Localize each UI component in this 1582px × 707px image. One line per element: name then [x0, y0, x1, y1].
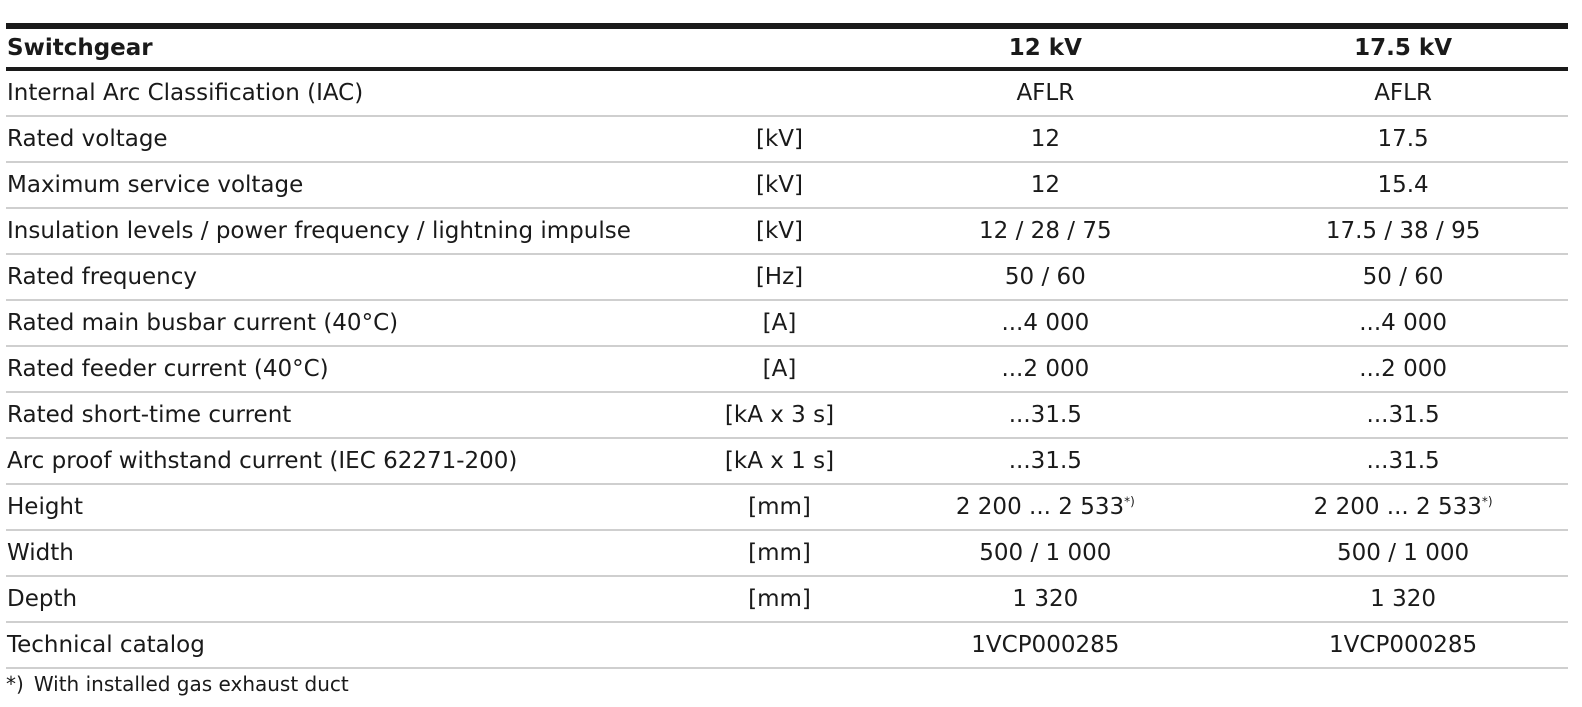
row-value-17-5kv: [1238, 493, 1568, 520]
row-unit: [kA x 3 s]: [724, 401, 835, 428]
header-12kv: 12 kV: [1008, 34, 1082, 61]
table-row: [6, 393, 1568, 439]
table-row: [6, 301, 1568, 347]
row-value-17-5kv: 1VCP000285: [1329, 631, 1478, 658]
row-value-12kv: ...4 000: [1001, 309, 1090, 336]
row-unit: [kV]: [756, 217, 803, 244]
row-value-12kv: 12 / 28 / 75: [979, 217, 1112, 244]
table-row: [6, 255, 1568, 301]
table-row: [6, 531, 1568, 577]
row-value-17-5kv: ...31.5: [1366, 447, 1440, 474]
row-unit: [kV]: [756, 125, 803, 152]
table-row: [6, 439, 1568, 485]
row-unit: [A]: [762, 355, 797, 382]
row-label: Rated feeder current (40°C): [7, 355, 329, 382]
row-value-12kv: ...31.5: [1008, 401, 1082, 428]
footnote-text: With installed gas exhaust duct: [33, 672, 349, 696]
footnote: [6, 672, 349, 696]
row-label: Rated short-time current: [7, 401, 292, 428]
footnote-reference: *): [1124, 493, 1135, 508]
row-unit: [kA x 1 s]: [724, 447, 835, 474]
row-value-12kv: ...31.5: [1008, 447, 1082, 474]
row-label: Width: [7, 539, 74, 566]
row-value-12kv: [852, 493, 1238, 520]
row-value-17-5kv: 500 / 1 000: [1337, 539, 1470, 566]
value-text: 2 200 ... 2 533: [955, 493, 1125, 520]
table-row: [6, 209, 1568, 255]
row-unit: [kV]: [756, 171, 803, 198]
row-label: Depth: [7, 585, 78, 612]
table-row: [6, 117, 1568, 163]
row-label: Height: [7, 493, 84, 520]
row-value-17-5kv: AFLR: [1374, 79, 1432, 106]
row-value-12kv: 1VCP000285: [971, 631, 1120, 658]
row-value-12kv: 1 320: [1012, 585, 1079, 612]
row-value-12kv: 500 / 1 000: [979, 539, 1112, 566]
row-unit: [mm]: [748, 539, 811, 566]
table-row: [6, 71, 1568, 117]
row-value-12kv: 12: [1030, 125, 1060, 152]
table-row: [6, 163, 1568, 209]
row-unit: [mm]: [748, 585, 811, 612]
table-row: [6, 485, 1568, 531]
value-text: 2 200 ... 2 533: [1313, 493, 1482, 520]
spec-table: [6, 0, 1568, 669]
row-value-12kv: AFLR: [1016, 79, 1075, 106]
row-unit: [Hz]: [755, 263, 804, 290]
row-value-17-5kv: 15.4: [1377, 171, 1429, 198]
row-unit: [mm]: [748, 493, 811, 520]
row-value-12kv: ...2 000: [1001, 355, 1090, 382]
table-row: [6, 623, 1568, 669]
table-row: [6, 577, 1568, 623]
header-label: Switchgear: [7, 34, 153, 61]
header-17-5kv: 17.5 kV: [1354, 34, 1453, 61]
row-value-12kv: 12: [1030, 171, 1060, 198]
row-label: Internal Arc Classification (IAC): [7, 79, 364, 106]
row-label: Rated voltage: [7, 125, 168, 152]
row-value-17-5kv: 1 320: [1370, 585, 1437, 612]
row-value-17-5kv: 17.5 / 38 / 95: [1325, 217, 1481, 244]
row-value-17-5kv: 50 / 60: [1362, 263, 1444, 290]
table-row: [6, 347, 1568, 393]
row-label: Maximum service voltage: [7, 171, 304, 198]
footnote-reference: *): [1481, 493, 1493, 508]
row-label: Rated main busbar current (40°C): [7, 309, 399, 336]
row-value-17-5kv: 17.5: [1377, 125, 1429, 152]
row-value-17-5kv: ...31.5: [1366, 401, 1440, 428]
row-unit: [A]: [762, 309, 797, 336]
row-value-17-5kv: ...4 000: [1359, 309, 1447, 336]
row-value-12kv: 50 / 60: [1004, 263, 1086, 290]
table-header-row: [6, 29, 1568, 71]
row-value-17-5kv: ...2 000: [1359, 355, 1447, 382]
row-label: Arc proof withstand current (IEC 62271-200): [7, 447, 518, 474]
footnote-marker: *): [6, 672, 24, 696]
row-label: Technical catalog: [7, 631, 205, 658]
row-label: Insulation levels / power frequency / lightning impulse: [7, 217, 631, 244]
row-label: Rated frequency: [7, 263, 198, 290]
